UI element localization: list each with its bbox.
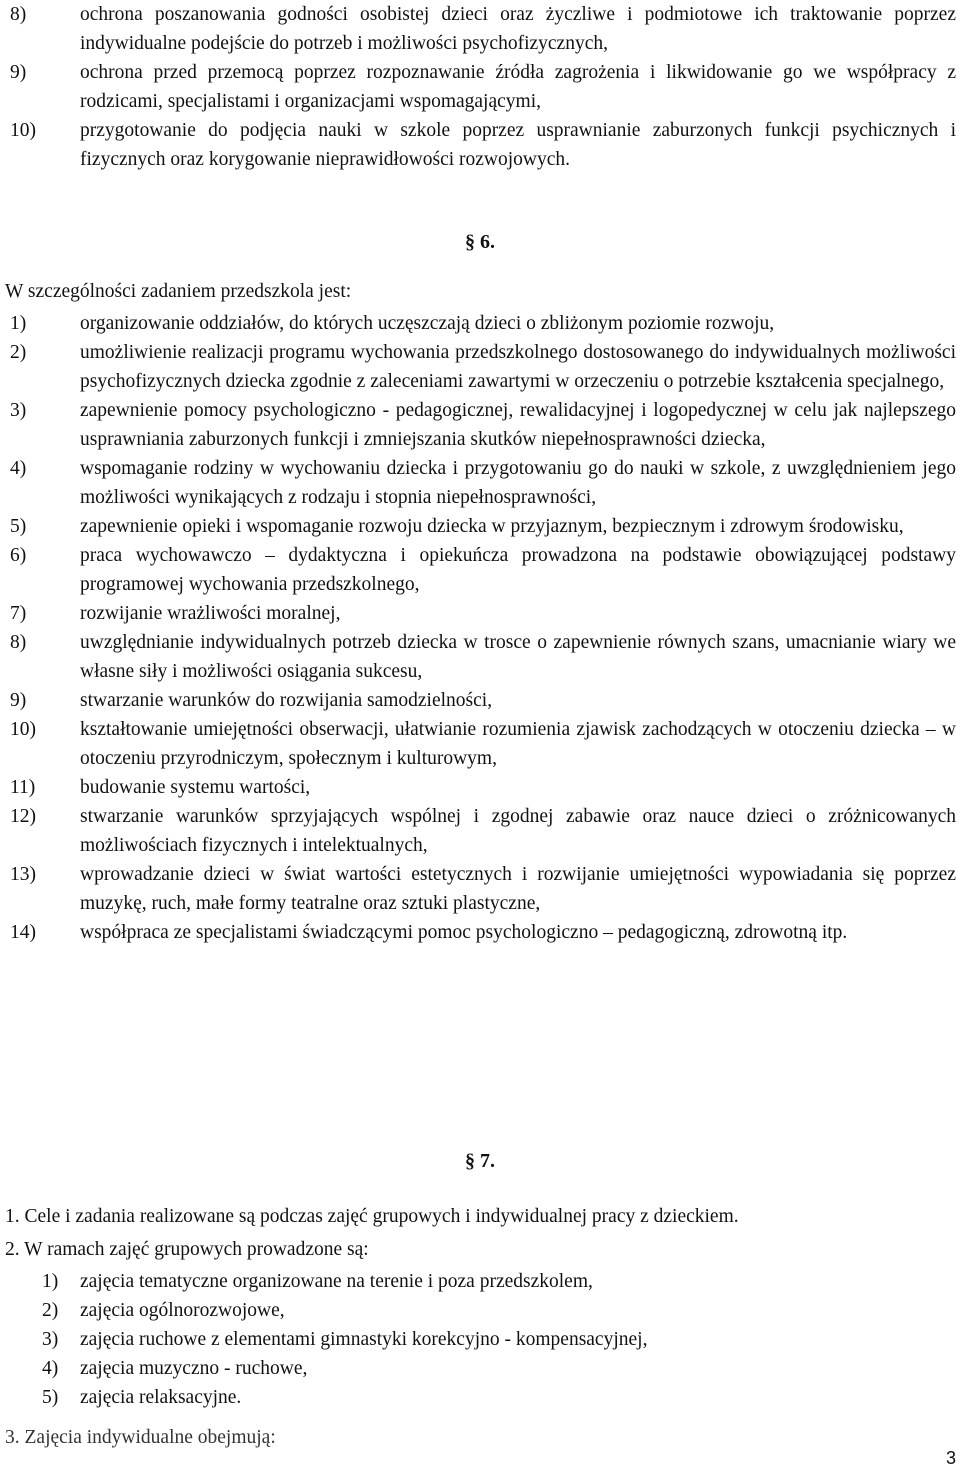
section-intro: W szczególności zadaniem przedszkola jest:: [5, 281, 352, 302]
item-number: 6): [10, 545, 27, 566]
item-number: 5): [10, 516, 27, 537]
list-item: [0, 454, 960, 512]
section-6-heading: § 6.: [465, 231, 495, 253]
section-6-list: [0, 309, 960, 947]
item-text: zajęcia relaksacyjne.: [80, 1387, 242, 1408]
item-text: stwarzanie warunków do rozwijania samodzielności,: [80, 690, 493, 711]
item-number: 7): [10, 603, 27, 624]
item-number: 2): [10, 342, 27, 363]
list-item: [0, 686, 960, 715]
paragraph: 1. Cele i zadania realizowane są podczas zajęć grupowych i indywidualnej pracy z dzieckiem.: [5, 1206, 739, 1227]
item-number: 3): [10, 400, 27, 421]
list-item: [0, 541, 960, 599]
paragraph: 2. W ramach zajęć grupowych prowadzone są:: [5, 1239, 369, 1260]
list-item: [0, 116, 960, 174]
item-text: zapewnienie pomocy psychologiczno - pedagogicznej, rewalidacyjnej i logopedycznej w celu jak najlepszego usprawniania zaburzonych funkcji i zmniejszania skutków niepełnosprawności dziecka,: [80, 400, 956, 450]
list-item: [0, 860, 960, 918]
item-text: stwarzanie warunków sprzyjających wspólnej i zgodnej zabawie oraz nauce dzieci o zróżnicowanych możliwościach fizycznych i intelektualnych,: [80, 806, 956, 856]
item-number: 11): [10, 777, 36, 798]
item-number: 8): [10, 4, 27, 25]
page-number: 3: [945, 1448, 956, 1468]
item-text: zajęcia muzyczno - ruchowe,: [80, 1358, 308, 1379]
list-item: [0, 0, 960, 58]
item-number: 5): [42, 1387, 59, 1408]
list-item: [0, 628, 960, 686]
top-list: [0, 0, 960, 174]
list-item: [0, 1296, 960, 1325]
list-item: [0, 802, 960, 860]
item-text: uwzględnianie indywidualnych potrzeb dziecka w trosce o zapewnienie równych szans, umacnianie wiary we własne siły i możliwości osiągania sukcesu,: [80, 632, 956, 682]
list-item: [0, 512, 960, 541]
item-number: 13): [10, 864, 36, 885]
item-text: zajęcia ogólnorozwojowe,: [80, 1300, 285, 1321]
section-heading: [0, 1147, 960, 1176]
item-text: umożliwienie realizacji programu wychowania przedszkolnego dostosowanego do indywidualnych możliwości psychofizycznych dziecka zgodnie z zaleceniami zawartymi w orzeczeniu o potrzebie kształcenia specjalnego,: [80, 342, 956, 392]
item-text: ochrona przed przemocą poprzez rozpoznawanie źródła zagrożenia i likwidowanie go we współpracy z rodzicami, specjalistami i organizacjami wspomagającymi,: [80, 62, 956, 112]
list-item: [0, 396, 960, 454]
item-text: ochrona poszanowania godności osobistej dzieci oraz życzliwe i podmiotowe ich traktowanie poprzez indywidualne podejście do potrzeb i możliwości psychofizycznych,: [80, 4, 956, 54]
item-number: 10): [10, 719, 36, 740]
list-item: [0, 1354, 960, 1383]
item-text: praca wychowawczo – dydaktyczna i opiekuńcza prowadzona na podstawie obowiązującej podstawy programowej wychowania przedszkolnego,: [80, 545, 956, 595]
list-item: [0, 918, 960, 947]
list-item: [0, 338, 960, 396]
list-item: [0, 1325, 960, 1354]
item-text: budowanie systemu wartości,: [80, 777, 311, 798]
item-number: 2): [42, 1300, 59, 1321]
list-item: [0, 309, 960, 338]
list-item: [0, 58, 960, 116]
item-text: rozwijanie wrażliwości moralnej,: [80, 603, 341, 624]
item-text: kształtowanie umiejętności obserwacji, ułatwianie rozumienia zjawisk zachodzących w otoczeniu dziecka – w otoczeniu przyrodniczym, społecznym i kulturowym,: [80, 719, 956, 769]
list-item: [0, 1267, 960, 1296]
section-7-list: [0, 1267, 960, 1412]
section-7-heading: § 7.: [465, 1150, 495, 1172]
item-number: 8): [10, 632, 27, 653]
item-text: zajęcia ruchowe z elementami gimnastyki korekcyjno - kompensacyjnej,: [80, 1329, 648, 1350]
item-text: organizowanie oddziałów, do których uczęszczają dzieci o zbliżonym poziomie rozwoju,: [80, 313, 775, 334]
item-text: wprowadzanie dzieci w świat wartości estetycznych i rozwijanie umiejętności wypowiadania się poprzez muzykę, ruch, małe formy teatralne oraz sztuki plastyczne,: [80, 864, 956, 914]
clipped-line-text: 3. Zajęcia indywidualne obejmują:: [5, 1427, 276, 1448]
item-number: 1): [42, 1271, 59, 1292]
item-text: zajęcia tematyczne organizowane na terenie i poza przedszkolem,: [80, 1271, 593, 1292]
item-text: przygotowanie do podjęcia nauki w szkole poprzez usprawnianie zaburzonych funkcji psychicznych i fizycznych oraz korygowanie nieprawidłowości rozwojowych.: [80, 120, 956, 170]
item-number: 4): [42, 1358, 59, 1379]
item-number: 9): [10, 62, 27, 83]
item-number: 12): [10, 806, 36, 827]
list-item: [0, 599, 960, 628]
list-item: [0, 773, 960, 802]
clipped-line: [5, 1427, 405, 1448]
item-number: 10): [10, 120, 36, 141]
item-text: wspomaganie rodziny w wychowaniu dziecka i przygotowaniu go do nauki w szkole, z uwzględnieniem jego możliwości wynikających z rodzaju i stopnia niepełnosprawności,: [80, 458, 956, 508]
section-heading: [0, 228, 960, 257]
item-number: 4): [10, 458, 27, 479]
item-text: zapewnienie opieki i wspomaganie rozwoju dziecka w przyjaznym, bezpiecznym i zdrowym środowisku,: [80, 516, 904, 537]
item-number: 1): [10, 313, 27, 334]
item-text: współpraca ze specjalistami świadczącymi pomoc psychologiczno – pedagogiczną, zdrowotną itp.: [80, 922, 848, 943]
item-number: 14): [10, 922, 36, 943]
list-item: [0, 715, 960, 773]
item-number: 9): [10, 690, 27, 711]
item-number: 3): [42, 1329, 59, 1350]
list-item: [0, 1383, 960, 1412]
